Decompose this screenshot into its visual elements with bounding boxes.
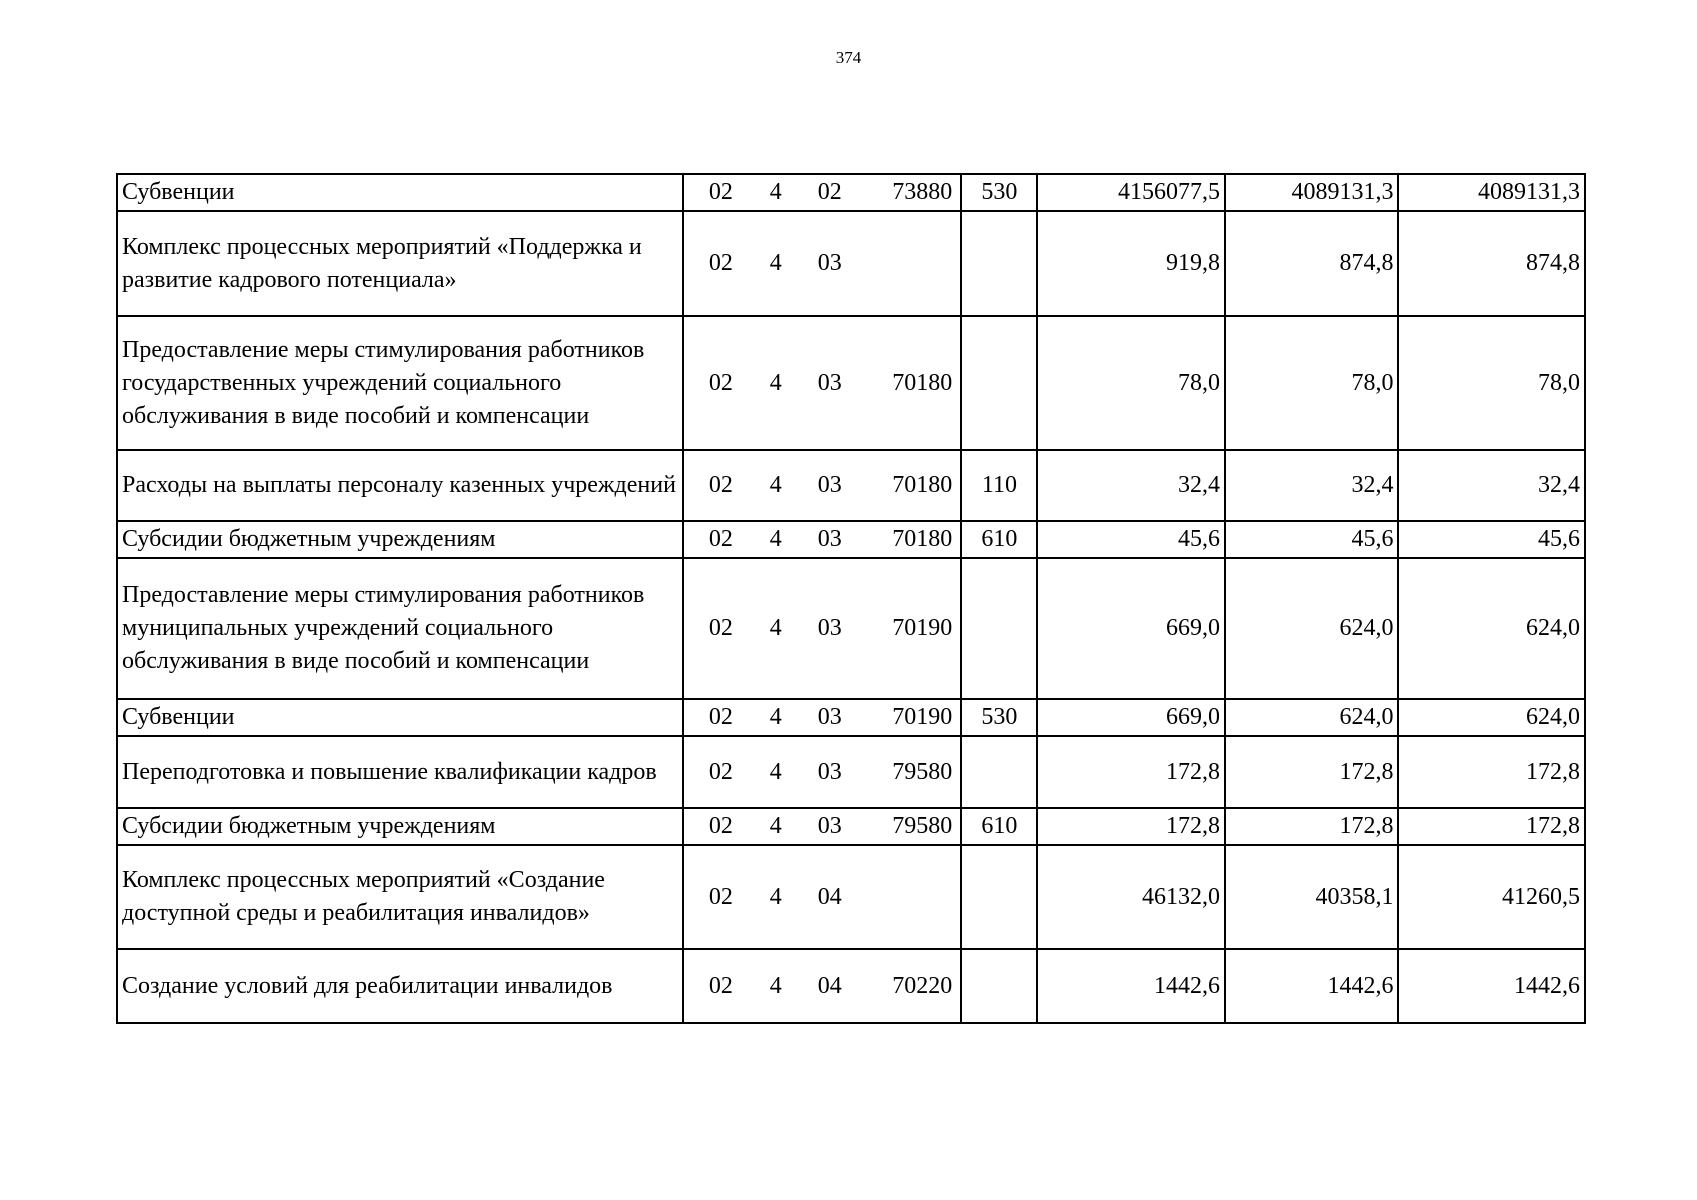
code-direction: 73880: [892, 179, 953, 205]
row-codes: [683, 211, 962, 316]
code-subprogram: 4: [769, 615, 782, 641]
amount-year-3: 172,8: [1398, 736, 1585, 808]
table-row: [117, 808, 1585, 845]
amount-year-2: 172,8: [1225, 808, 1398, 845]
amount-year-1: 46132,0: [1037, 845, 1225, 949]
amount-year-2: 624,0: [1225, 699, 1398, 736]
table-row: [117, 558, 1585, 699]
code-direction: 70190: [892, 704, 953, 730]
amount-year-1: 32,4: [1037, 450, 1225, 521]
amount-year-3: 172,8: [1398, 808, 1585, 845]
amount-year-3: 1442,6: [1398, 949, 1585, 1023]
table-row: [117, 949, 1585, 1023]
code-subprogram: 4: [769, 250, 782, 276]
amount-year-1: 172,8: [1037, 808, 1225, 845]
amount-year-3: 45,6: [1398, 521, 1585, 558]
budget-table: [116, 173, 1586, 1024]
code-main-event: 03: [817, 369, 842, 396]
amount-year-3: 41260,5: [1398, 845, 1585, 949]
code-program: 02: [708, 883, 733, 910]
expense-type: [961, 558, 1037, 699]
code-program: 02: [708, 179, 733, 205]
code-direction: 70180: [892, 472, 953, 498]
expense-type: [961, 949, 1037, 1023]
code-main-event: 03: [817, 758, 842, 785]
code-subprogram: 4: [769, 972, 782, 999]
amount-year-2: 4089131,3: [1225, 174, 1398, 211]
code-main-event: 04: [817, 972, 842, 999]
expense-type: 530: [961, 174, 1037, 211]
row-name: Субсидии бюджетным учреждениям: [117, 808, 683, 845]
code-direction: 79580: [892, 758, 953, 785]
amount-year-3: 874,8: [1398, 211, 1585, 316]
code-program: 02: [708, 472, 733, 498]
amount-year-1: 4156077,5: [1037, 174, 1225, 211]
table-row: [117, 845, 1585, 949]
expense-type: [961, 211, 1037, 316]
code-subprogram: 4: [769, 369, 782, 396]
row-name: Создание условий для реабилитации инвалидов: [117, 949, 683, 1023]
code-subprogram: 4: [769, 813, 782, 839]
row-codes: [683, 316, 962, 450]
expense-type: 110: [961, 450, 1037, 521]
code-program: 02: [708, 615, 733, 641]
amount-year-1: 919,8: [1037, 211, 1225, 316]
row-codes: [683, 808, 962, 845]
code-direction: 70220: [892, 972, 953, 999]
code-program: 02: [708, 972, 733, 999]
row-codes: [683, 699, 962, 736]
amount-year-3: 624,0: [1398, 699, 1585, 736]
expense-type: [961, 845, 1037, 949]
amount-year-1: 45,6: [1037, 521, 1225, 558]
table-row: [117, 521, 1585, 558]
row-name: Переподготовка и повышение квалификации кадров: [117, 736, 683, 808]
code-main-event: 03: [817, 250, 842, 276]
row-name: Комплекс процессных мероприятий «Создание доступной среды и реабилитация инвалидов»: [117, 845, 683, 949]
row-codes: [683, 845, 962, 949]
row-name: Расходы на выплаты персоналу казенных учреждений: [117, 450, 683, 521]
code-main-event: 02: [817, 179, 842, 205]
code-subprogram: 4: [769, 179, 782, 205]
amount-year-2: 40358,1: [1225, 845, 1398, 949]
amount-year-2: 32,4: [1225, 450, 1398, 521]
code-program: 02: [708, 369, 733, 396]
row-name: Комплекс процессных мероприятий «Поддержка и развитие кадрового потенциала»: [117, 211, 683, 316]
expense-type: 610: [961, 808, 1037, 845]
amount-year-2: 624,0: [1225, 558, 1398, 699]
row-name: Предоставление меры стимулирования работников государственных учреждений социального обслуживания в виде пособий и компенсации: [117, 316, 683, 450]
code-subprogram: 4: [769, 758, 782, 785]
amount-year-1: 78,0: [1037, 316, 1225, 450]
table-row: [117, 699, 1585, 736]
amount-year-2: 172,8: [1225, 736, 1398, 808]
amount-year-1: 669,0: [1037, 699, 1225, 736]
table-row: [117, 450, 1585, 521]
row-codes: [683, 558, 962, 699]
row-codes: [683, 949, 962, 1023]
code-program: 02: [708, 526, 733, 552]
code-subprogram: 4: [769, 526, 782, 552]
code-program: 02: [708, 704, 733, 730]
amount-year-1: 669,0: [1037, 558, 1225, 699]
row-name: Субсидии бюджетным учреждениям: [117, 521, 683, 558]
row-name: Субвенции: [117, 174, 683, 211]
code-program: 02: [708, 250, 733, 276]
table-row: [117, 174, 1585, 211]
code-subprogram: 4: [769, 883, 782, 910]
table-body: [117, 174, 1585, 1023]
amount-year-3: 32,4: [1398, 450, 1585, 521]
code-main-event: 03: [817, 526, 842, 552]
amount-year-1: 172,8: [1037, 736, 1225, 808]
code-main-event: 03: [817, 813, 842, 839]
row-codes: [683, 450, 962, 521]
code-subprogram: 4: [769, 472, 782, 498]
row-codes: [683, 174, 962, 211]
code-main-event: 03: [817, 704, 842, 730]
table-row: [117, 736, 1585, 808]
amount-year-2: 1442,6: [1225, 949, 1398, 1023]
expense-type: 530: [961, 699, 1037, 736]
amount-year-2: 78,0: [1225, 316, 1398, 450]
code-direction: 70190: [892, 615, 953, 641]
amount-year-2: 45,6: [1225, 521, 1398, 558]
row-codes: [683, 521, 962, 558]
code-program: 02: [708, 813, 733, 839]
expense-type: [961, 316, 1037, 450]
row-codes: [683, 736, 962, 808]
expense-type: [961, 736, 1037, 808]
code-program: 02: [708, 758, 733, 785]
code-main-event: 03: [817, 472, 842, 498]
code-main-event: 03: [817, 615, 842, 641]
amount-year-2: 874,8: [1225, 211, 1398, 316]
table-row: [117, 211, 1585, 316]
row-name: Предоставление меры стимулирования работников муниципальных учреждений социального обслуживания в виде пособий и компенсации: [117, 558, 683, 699]
amount-year-3: 4089131,3: [1398, 174, 1585, 211]
expense-type: 610: [961, 521, 1037, 558]
amount-year-3: 78,0: [1398, 316, 1585, 450]
code-direction: 70180: [892, 369, 953, 396]
code-direction: 79580: [892, 813, 953, 839]
code-direction: 70180: [892, 526, 953, 552]
amount-year-3: 624,0: [1398, 558, 1585, 699]
code-main-event: 04: [817, 883, 842, 910]
row-name: Субвенции: [117, 699, 683, 736]
table-row: [117, 316, 1585, 450]
page-number: 374: [835, 48, 862, 67]
code-subprogram: 4: [769, 704, 782, 730]
amount-year-1: 1442,6: [1037, 949, 1225, 1023]
